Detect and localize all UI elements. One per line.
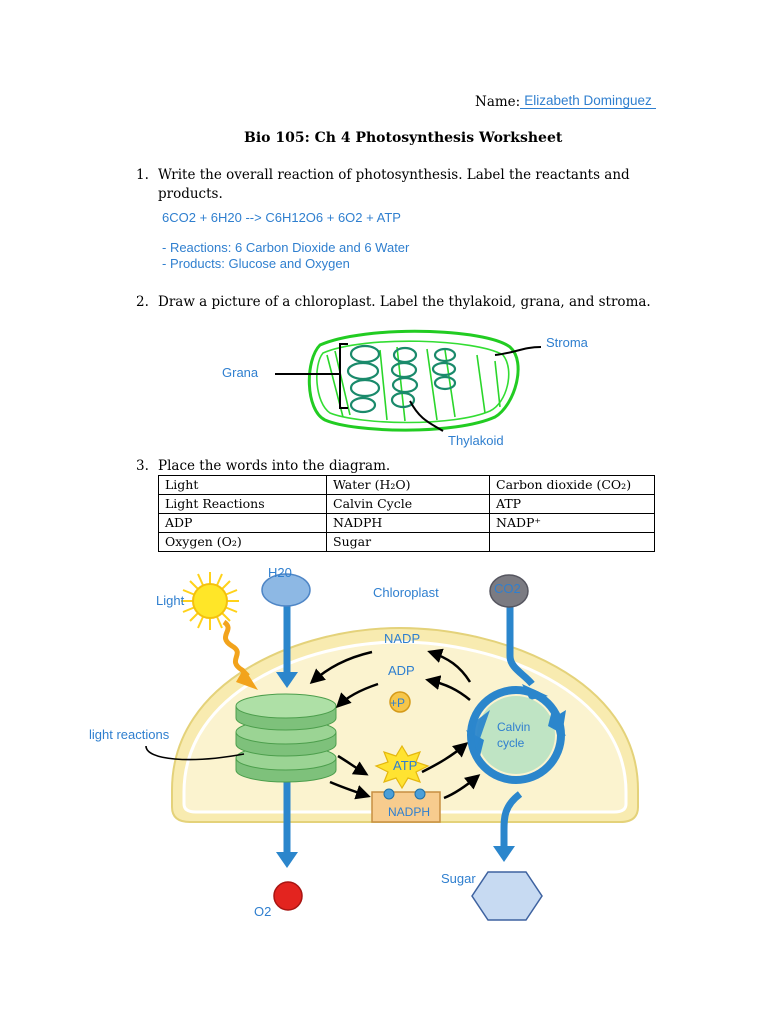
nadph-label: NADPH bbox=[388, 805, 431, 819]
table-cell: Calvin Cycle bbox=[327, 495, 490, 514]
page-title: Bio 105: Ch 4 Photosynthesis Worksheet bbox=[244, 130, 563, 146]
q2-text: Draw a picture of a chloroplast. Label the thylakoid, grana, and stroma. bbox=[158, 294, 651, 310]
adp-label: ADP bbox=[388, 663, 415, 678]
stroma-label: Stroma bbox=[546, 335, 588, 350]
table-row bbox=[159, 495, 655, 514]
calvin-label-line2: cycle bbox=[497, 736, 525, 750]
sugar-label: Sugar bbox=[441, 871, 476, 886]
table-cell: ATP bbox=[490, 495, 655, 514]
calvin-cycle-core bbox=[477, 696, 555, 774]
photosynthesis-diagram bbox=[0, 560, 768, 930]
table-cell: NADP⁺ bbox=[490, 514, 655, 533]
q2-number: 2. bbox=[136, 294, 149, 310]
q1-answer-products: - Products: Glucose and Oxygen bbox=[162, 256, 350, 271]
table-cell: ADP bbox=[159, 514, 327, 533]
name-label: Name: bbox=[475, 94, 521, 110]
q1-answer-equation: 6CO2 + 6H20 --> C6H12O6 + 6O2 + ATP bbox=[162, 210, 401, 225]
table-cell: Light Reactions bbox=[159, 495, 327, 514]
student-name-field[interactable]: Elizabeth Dominguez bbox=[520, 93, 656, 109]
calvin-label-line1: Calvin bbox=[497, 720, 531, 734]
electron-icon bbox=[415, 789, 425, 799]
thylakoid-stack-icon bbox=[236, 694, 336, 782]
q3-text: Place the words into the diagram. bbox=[158, 458, 391, 474]
table-row bbox=[159, 476, 655, 495]
h2o-label: H20 bbox=[268, 565, 292, 580]
grana-label: Grana bbox=[222, 365, 259, 380]
grana-stacks bbox=[348, 346, 455, 412]
sugar-hexagon-icon bbox=[472, 872, 542, 920]
table-cell: Carbon dioxide (CO₂) bbox=[490, 476, 655, 495]
sun-icon bbox=[181, 572, 239, 630]
table-cell: NADPH bbox=[327, 514, 490, 533]
q1-number: 1. bbox=[136, 167, 149, 183]
light-ray bbox=[224, 622, 248, 676]
phosphate-label: +P bbox=[390, 696, 406, 710]
table-row bbox=[159, 514, 655, 533]
chloroplast-sketch bbox=[215, 325, 575, 455]
word-bank-table bbox=[158, 475, 655, 552]
table-cell: Water (H₂O) bbox=[327, 476, 490, 495]
table-cell: Sugar bbox=[327, 533, 490, 552]
electron-icon bbox=[384, 789, 394, 799]
stroma-pointer bbox=[495, 347, 541, 355]
light-label: Light bbox=[156, 593, 185, 608]
nadp-label: NADP bbox=[384, 631, 421, 646]
q1-answer-reactants: - Reactions: 6 Carbon Dioxide and 6 Water bbox=[162, 240, 410, 255]
q1-text-line1: Write the overall reaction of photosynthesis. Label the reactants and bbox=[158, 167, 630, 183]
thylakoid-pointer bbox=[410, 401, 443, 431]
co2-label: CO2 bbox=[494, 581, 521, 596]
table-cell bbox=[490, 533, 655, 552]
q3-number: 3. bbox=[136, 458, 149, 474]
o2-label: O2 bbox=[254, 904, 272, 919]
q1-text-line2: products. bbox=[158, 186, 223, 202]
table-cell: Light bbox=[159, 476, 327, 495]
atp-label: ATP bbox=[393, 758, 418, 773]
oxygen-icon bbox=[274, 882, 302, 910]
thylakoid-label: Thylakoid bbox=[448, 433, 504, 448]
light-reactions-label: light reactions bbox=[89, 727, 170, 742]
table-cell: Oxygen (O₂) bbox=[159, 533, 327, 552]
chloroplast-label: Chloroplast bbox=[373, 585, 439, 600]
table-row bbox=[159, 533, 655, 552]
